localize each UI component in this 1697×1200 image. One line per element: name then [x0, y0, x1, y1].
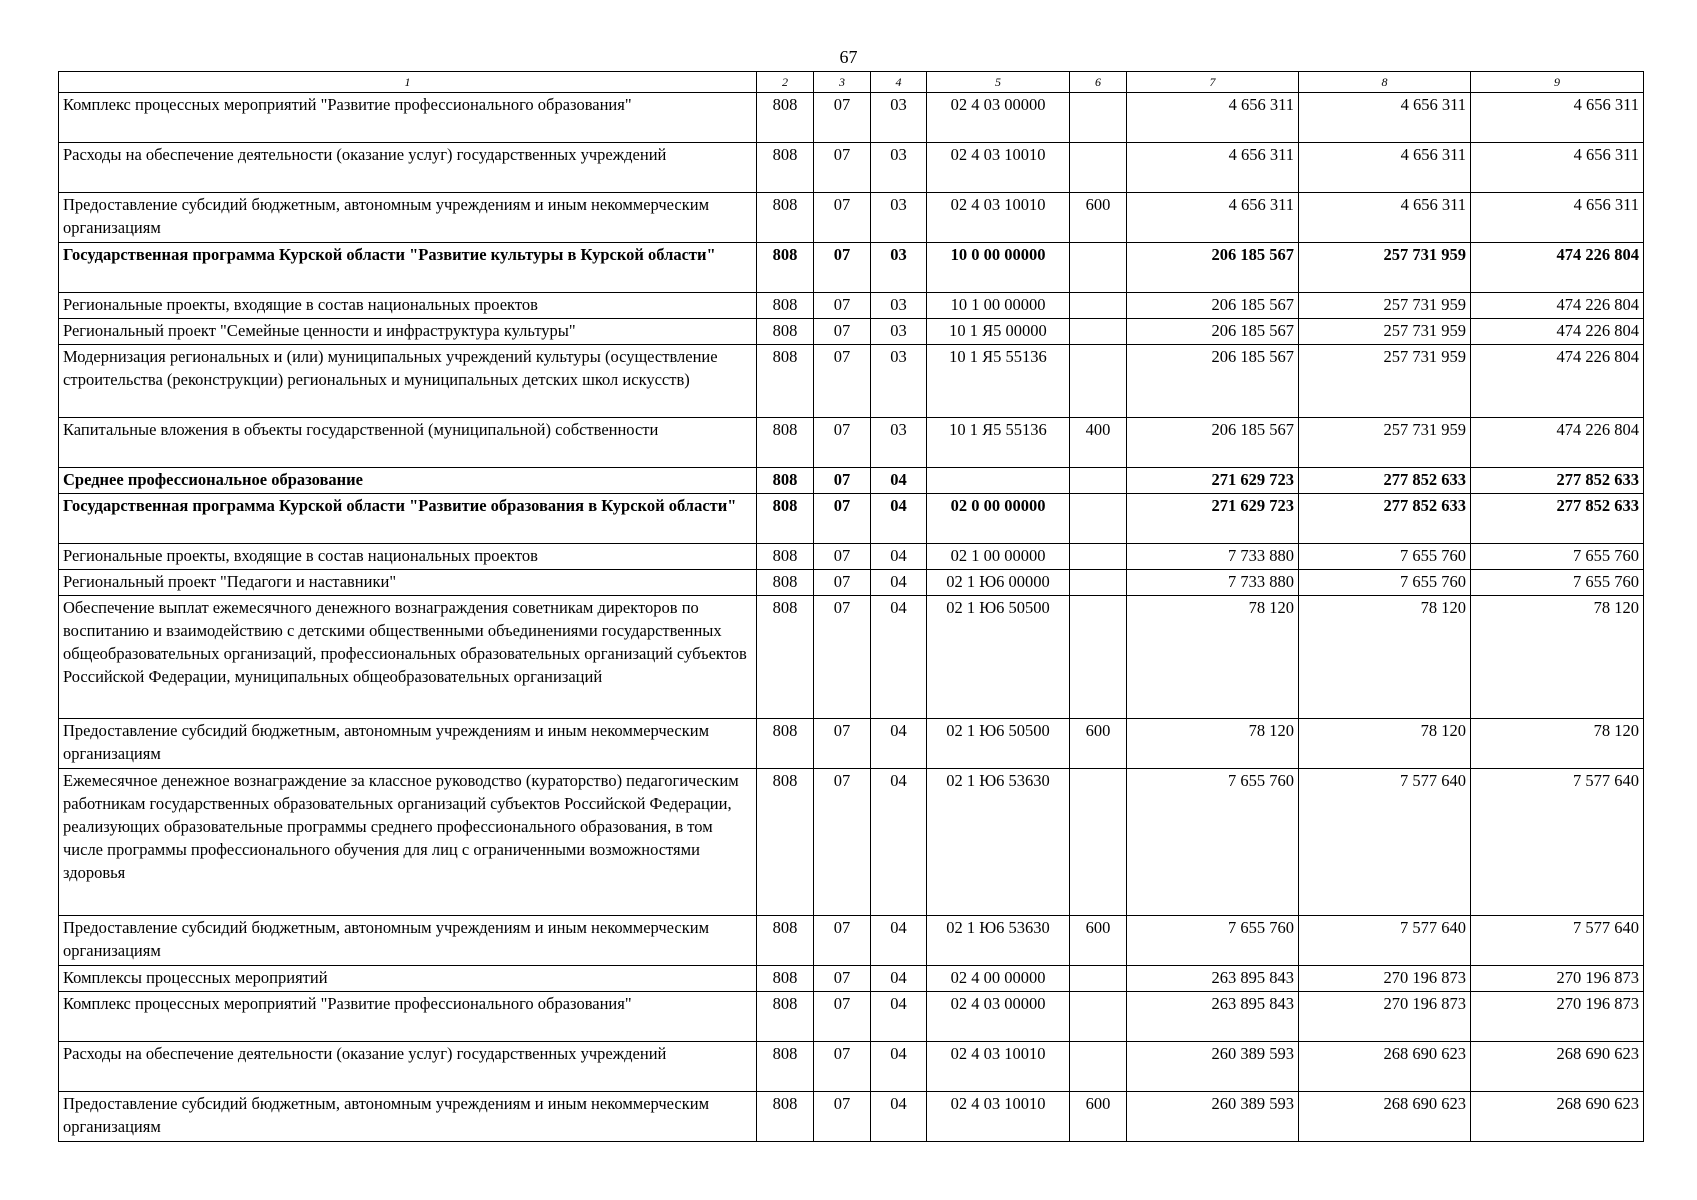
amount-col9: 270 196 873: [1471, 992, 1644, 1042]
target-article-code: 10 1 Я5 55136: [927, 418, 1070, 468]
table-row: [59, 966, 1644, 992]
column-number: 1: [59, 72, 757, 93]
section-code: 07: [814, 193, 871, 243]
amount-col8: 7 577 640: [1299, 916, 1471, 966]
amount-col8: 7 655 760: [1299, 570, 1471, 596]
ministry-code: 808: [757, 992, 814, 1042]
page-number: 67: [839, 47, 858, 67]
target-article-code: 02 4 03 10010: [927, 1092, 1070, 1142]
row-name: Модернизация региональных и (или) муниципальных учреждений культуры (осуществление строительства (реконструкции) региональных и муниципальных детских школ искусств): [59, 345, 757, 418]
amount-col8: 268 690 623: [1299, 1092, 1471, 1142]
table-row: [59, 468, 1644, 494]
section-code: 07: [814, 570, 871, 596]
amount-col9: 474 226 804: [1471, 319, 1644, 345]
ministry-code: 808: [757, 966, 814, 992]
amount-col8: 7 655 760: [1299, 544, 1471, 570]
amount-col7: 260 389 593: [1127, 1092, 1299, 1142]
target-article-code: [927, 468, 1070, 494]
subsection-code: 04: [871, 916, 927, 966]
section-code: 07: [814, 1042, 871, 1092]
amount-col9: 78 120: [1471, 719, 1644, 769]
row-name: Расходы на обеспечение деятельности (оказание услуг) государственных учреждений: [59, 143, 757, 193]
row-name: Региональные проекты, входящие в состав национальных проектов: [59, 544, 757, 570]
section-code: 07: [814, 319, 871, 345]
target-article-code: 02 4 03 00000: [927, 992, 1070, 1042]
amount-col7: 4 656 311: [1127, 193, 1299, 243]
target-article-code: 10 1 Я5 55136: [927, 345, 1070, 418]
row-name: Предоставление субсидий бюджетным, автономным учреждениям и иным некоммерческим организациям: [59, 1092, 757, 1142]
table-row: [59, 319, 1644, 345]
table-row: [59, 570, 1644, 596]
amount-col7: 7 655 760: [1127, 769, 1299, 916]
ministry-code: 808: [757, 418, 814, 468]
section-code: 07: [814, 143, 871, 193]
target-article-code: 02 1 Ю6 53630: [927, 769, 1070, 916]
target-article-code: 02 4 03 10010: [927, 1042, 1070, 1092]
expense-type-code: 600: [1070, 1092, 1127, 1142]
section-code: 07: [814, 992, 871, 1042]
ministry-code: 808: [757, 769, 814, 916]
amount-col9: 277 852 633: [1471, 494, 1644, 544]
amount-col8: 277 852 633: [1299, 468, 1471, 494]
column-number: 5: [927, 72, 1070, 93]
expense-type-code: [1070, 345, 1127, 418]
section-code: 07: [814, 596, 871, 719]
amount-col7: 206 185 567: [1127, 319, 1299, 345]
row-name: Государственная программа Курской области "Развитие образования в Курской области": [59, 494, 757, 544]
amount-col8: 257 731 959: [1299, 243, 1471, 293]
target-article-code: 02 4 03 00000: [927, 93, 1070, 143]
expense-type-code: 400: [1070, 418, 1127, 468]
subsection-code: 03: [871, 93, 927, 143]
amount-col9: 4 656 311: [1471, 93, 1644, 143]
subsection-code: 04: [871, 1042, 927, 1092]
row-name: Обеспечение выплат ежемесячного денежного вознаграждения советникам директоров по воспитанию и взаимодействию с детскими общественными объединениями государственных общеобразовательных организаций, профессиональных образовательных организаций субъектов Российской Федерации, муниципальных общеобразовательных организаций: [59, 596, 757, 719]
row-name: Среднее профессиональное образование: [59, 468, 757, 494]
expense-type-code: [1070, 93, 1127, 143]
amount-col9: 268 690 623: [1471, 1092, 1644, 1142]
amount-col7: 78 120: [1127, 596, 1299, 719]
row-name: Региональный проект "Семейные ценности и инфраструктура культуры": [59, 319, 757, 345]
section-code: 07: [814, 93, 871, 143]
amount-col8: 7 577 640: [1299, 769, 1471, 916]
amount-col7: 206 185 567: [1127, 345, 1299, 418]
section-code: 07: [814, 1092, 871, 1142]
row-name: Комплексы процессных мероприятий: [59, 966, 757, 992]
expense-type-code: 600: [1070, 916, 1127, 966]
column-number: 4: [871, 72, 927, 93]
column-number: 2: [757, 72, 814, 93]
section-code: 07: [814, 494, 871, 544]
subsection-code: 04: [871, 468, 927, 494]
expense-type-code: 600: [1070, 193, 1127, 243]
section-code: 07: [814, 293, 871, 319]
table-row: [59, 494, 1644, 544]
row-name: Капитальные вложения в объекты государственной (муниципальной) собственности: [59, 418, 757, 468]
amount-col7: 78 120: [1127, 719, 1299, 769]
ministry-code: 808: [757, 544, 814, 570]
amount-col7: 4 656 311: [1127, 93, 1299, 143]
section-code: 07: [814, 769, 871, 916]
row-name: Предоставление субсидий бюджетным, автономным учреждениям и иным некоммерческим организациям: [59, 916, 757, 966]
row-name: Предоставление субсидий бюджетным, автономным учреждениям и иным некоммерческим организациям: [59, 193, 757, 243]
target-article-code: 10 1 Я5 00000: [927, 319, 1070, 345]
subsection-code: 03: [871, 293, 927, 319]
subsection-code: 04: [871, 992, 927, 1042]
section-code: 07: [814, 345, 871, 418]
row-name: Комплекс процессных мероприятий "Развитие профессионального образования": [59, 992, 757, 1042]
subsection-code: 04: [871, 966, 927, 992]
row-name: Государственная программа Курской области "Развитие культуры в Курской области": [59, 243, 757, 293]
amount-col7: 4 656 311: [1127, 143, 1299, 193]
amount-col9: 474 226 804: [1471, 293, 1644, 319]
ministry-code: 808: [757, 193, 814, 243]
column-number-row: [59, 72, 1644, 93]
amount-col7: 260 389 593: [1127, 1042, 1299, 1092]
amount-col8: 268 690 623: [1299, 1042, 1471, 1092]
amount-col7: 7 733 880: [1127, 544, 1299, 570]
amount-col7: 271 629 723: [1127, 494, 1299, 544]
column-number: 9: [1471, 72, 1644, 93]
subsection-code: 03: [871, 418, 927, 468]
amount-col9: 268 690 623: [1471, 1042, 1644, 1092]
amount-col9: 7 655 760: [1471, 570, 1644, 596]
amount-col7: 7 733 880: [1127, 570, 1299, 596]
subsection-code: 04: [871, 494, 927, 544]
row-name: Комплекс процессных мероприятий "Развитие профессионального образования": [59, 93, 757, 143]
section-code: 07: [814, 544, 871, 570]
ministry-code: 808: [757, 93, 814, 143]
target-article-code: 02 1 Ю6 00000: [927, 570, 1070, 596]
expense-type-code: [1070, 769, 1127, 916]
ministry-code: 808: [757, 243, 814, 293]
ministry-code: 808: [757, 319, 814, 345]
table-row: [59, 143, 1644, 193]
target-article-code: 02 1 Ю6 53630: [927, 916, 1070, 966]
amount-col9: 7 577 640: [1471, 916, 1644, 966]
subsection-code: 03: [871, 319, 927, 345]
table-row: [59, 243, 1644, 293]
column-number: 8: [1299, 72, 1471, 93]
expense-type-code: [1070, 570, 1127, 596]
amount-col8: 4 656 311: [1299, 93, 1471, 143]
column-number: 6: [1070, 72, 1127, 93]
section-code: 07: [814, 916, 871, 966]
target-article-code: 02 1 Ю6 50500: [927, 719, 1070, 769]
ministry-code: 808: [757, 1092, 814, 1142]
subsection-code: 03: [871, 243, 927, 293]
subsection-code: 04: [871, 570, 927, 596]
target-article-code: 02 1 Ю6 50500: [927, 596, 1070, 719]
amount-col9: 4 656 311: [1471, 193, 1644, 243]
subsection-code: 04: [871, 769, 927, 916]
subsection-code: 04: [871, 1092, 927, 1142]
expense-type-code: 600: [1070, 719, 1127, 769]
expense-type-code: [1070, 544, 1127, 570]
amount-col7: 7 655 760: [1127, 916, 1299, 966]
target-article-code: 02 0 00 00000: [927, 494, 1070, 544]
amount-col8: 257 731 959: [1299, 319, 1471, 345]
row-name: Региональный проект "Педагоги и наставники": [59, 570, 757, 596]
amount-col8: 78 120: [1299, 719, 1471, 769]
amount-col8: 257 731 959: [1299, 345, 1471, 418]
table-row: [59, 345, 1644, 418]
amount-col7: 271 629 723: [1127, 468, 1299, 494]
expense-type-code: [1070, 1042, 1127, 1092]
amount-col7: 263 895 843: [1127, 966, 1299, 992]
expense-type-code: [1070, 293, 1127, 319]
column-number: 7: [1127, 72, 1299, 93]
section-code: 07: [814, 966, 871, 992]
ministry-code: 808: [757, 143, 814, 193]
amount-col7: 206 185 567: [1127, 243, 1299, 293]
table-row: [59, 1042, 1644, 1092]
row-name: Предоставление субсидий бюджетным, автономным учреждениям и иным некоммерческим организациям: [59, 719, 757, 769]
section-code: 07: [814, 468, 871, 494]
expense-type-code: [1070, 243, 1127, 293]
table-row: [59, 293, 1644, 319]
budget-table: [58, 71, 1644, 1142]
row-name: Ежемесячное денежное вознаграждение за классное руководство (кураторство) педагогическим работникам государственных образовательных организаций субъектов Российской Федерации, реализующих образовательные программы среднего профессионального образования, в том числе программы профессионального обучения для лиц с ограниченными возможностями здоровья: [59, 769, 757, 916]
amount-col7: 206 185 567: [1127, 418, 1299, 468]
table-row: [59, 1092, 1644, 1142]
section-code: 07: [814, 418, 871, 468]
ministry-code: 808: [757, 596, 814, 719]
subsection-code: 03: [871, 345, 927, 418]
expense-type-code: [1070, 494, 1127, 544]
section-code: 07: [814, 243, 871, 293]
target-article-code: 10 1 00 00000: [927, 293, 1070, 319]
ministry-code: 808: [757, 468, 814, 494]
table-row: [59, 769, 1644, 916]
expense-type-code: [1070, 596, 1127, 719]
amount-col9: 277 852 633: [1471, 468, 1644, 494]
expense-type-code: [1070, 319, 1127, 345]
amount-col9: 4 656 311: [1471, 143, 1644, 193]
amount-col9: 7 577 640: [1471, 769, 1644, 916]
amount-col8: 78 120: [1299, 596, 1471, 719]
subsection-code: 04: [871, 544, 927, 570]
amount-col8: 4 656 311: [1299, 193, 1471, 243]
table-row: [59, 916, 1644, 966]
subsection-code: 04: [871, 596, 927, 719]
amount-col7: 206 185 567: [1127, 293, 1299, 319]
ministry-code: 808: [757, 719, 814, 769]
target-article-code: 02 4 00 00000: [927, 966, 1070, 992]
amount-col8: 277 852 633: [1299, 494, 1471, 544]
target-article-code: 02 1 00 00000: [927, 544, 1070, 570]
expense-type-code: [1070, 143, 1127, 193]
target-article-code: 02 4 03 10010: [927, 193, 1070, 243]
column-number: 3: [814, 72, 871, 93]
amount-col9: 78 120: [1471, 596, 1644, 719]
ministry-code: 808: [757, 345, 814, 418]
table-row: [59, 93, 1644, 143]
ministry-code: 808: [757, 916, 814, 966]
amount-col8: 257 731 959: [1299, 293, 1471, 319]
ministry-code: 808: [757, 293, 814, 319]
table-row: [59, 719, 1644, 769]
target-article-code: 10 0 00 00000: [927, 243, 1070, 293]
expense-type-code: [1070, 468, 1127, 494]
amount-col9: 474 226 804: [1471, 418, 1644, 468]
target-article-code: 02 4 03 10010: [927, 143, 1070, 193]
row-name: Расходы на обеспечение деятельности (оказание услуг) государственных учреждений: [59, 1042, 757, 1092]
table-row: [59, 544, 1644, 570]
table-row: [59, 193, 1644, 243]
expense-type-code: [1070, 966, 1127, 992]
section-code: 07: [814, 719, 871, 769]
ministry-code: 808: [757, 570, 814, 596]
amount-col9: 474 226 804: [1471, 243, 1644, 293]
subsection-code: 03: [871, 193, 927, 243]
amount-col9: 474 226 804: [1471, 345, 1644, 418]
subsection-code: 04: [871, 719, 927, 769]
amount-col8: 257 731 959: [1299, 418, 1471, 468]
subsection-code: 03: [871, 143, 927, 193]
table-row: [59, 418, 1644, 468]
ministry-code: 808: [757, 494, 814, 544]
amount-col7: 263 895 843: [1127, 992, 1299, 1042]
expense-type-code: [1070, 992, 1127, 1042]
amount-col9: 7 655 760: [1471, 544, 1644, 570]
ministry-code: 808: [757, 1042, 814, 1092]
amount-col8: 270 196 873: [1299, 966, 1471, 992]
table-row: [59, 992, 1644, 1042]
amount-col8: 4 656 311: [1299, 143, 1471, 193]
row-name: Региональные проекты, входящие в состав национальных проектов: [59, 293, 757, 319]
amount-col8: 270 196 873: [1299, 992, 1471, 1042]
amount-col9: 270 196 873: [1471, 966, 1644, 992]
table-row: [59, 596, 1644, 719]
